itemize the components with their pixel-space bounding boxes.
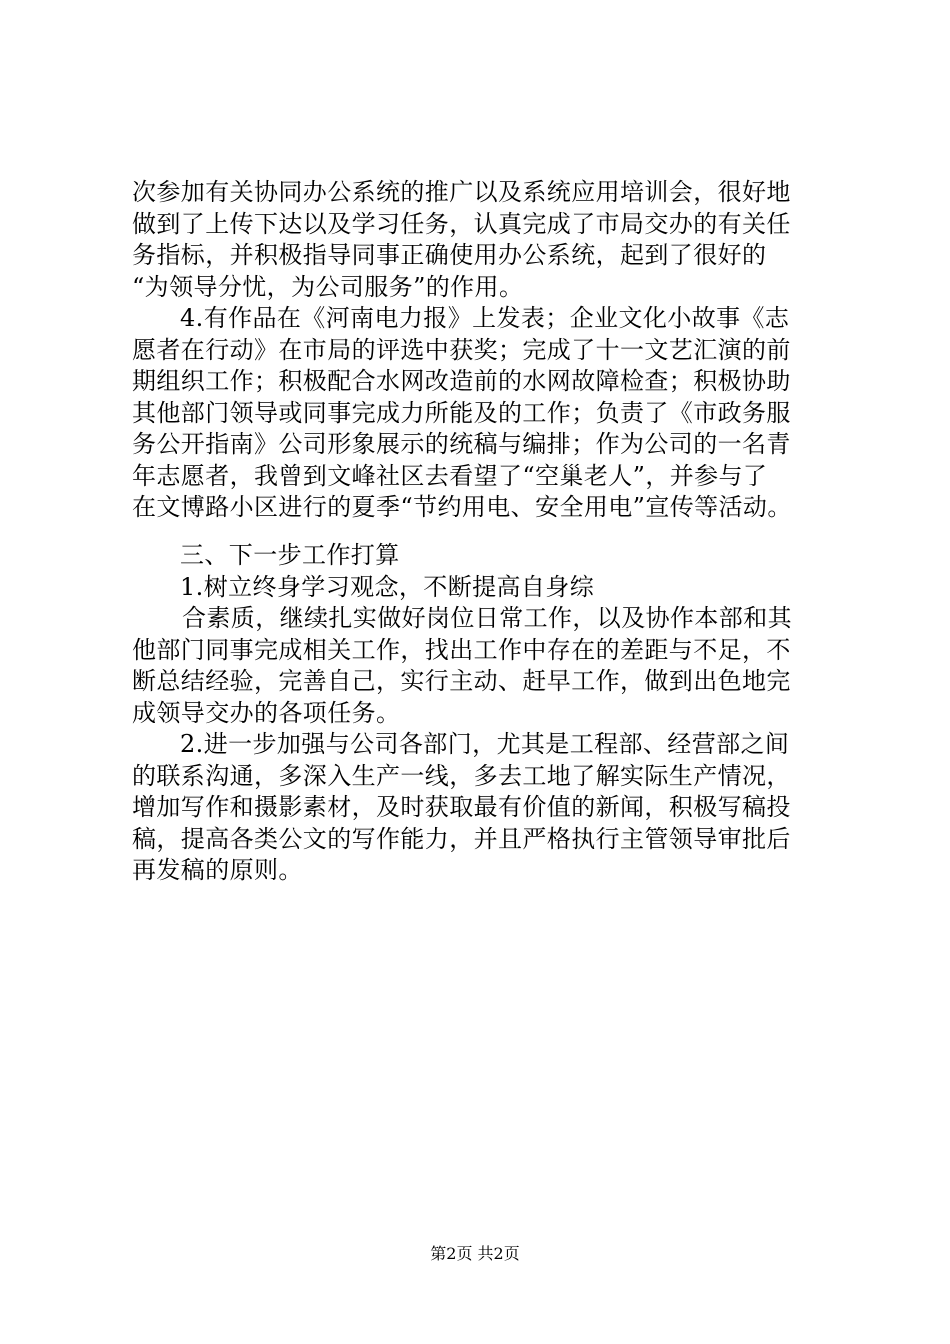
text-line: 1.树立终身学习观念，不断提高自身综 [180,572,595,601]
text-line: 2.进一步加强与公司各部门，尤其是工程部、经营部之间 [180,730,790,758]
text-line: 务公开指南》公司形象展示的统稿与编排；作为公司的一名青 [132,430,791,458]
text-line: 在文博路小区进行的夏季“节约用电、安全用电”宣传等活动。 [132,493,792,521]
text-line: 次参加有关协同办公系统的推广以及系统应用培训会，很好地 [132,178,791,206]
text-line: 愿者在行动》在市局的评选中获奖；完成了十一文艺汇演的前 [132,335,791,364]
body-text-bottom [132,540,852,887]
text-line: 合素质，继续扎实做好岗位日常工作，以及协作本部和其 [182,604,792,632]
text-line: 再发稿的原则。 [132,856,303,884]
page-number-footer: 第2页 共2页 [430,1244,520,1263]
text-line: 4.有作品在《河南电力报》上发表；企业文化小故事《志 [180,304,790,332]
text-line: 的联系沟通，多深入生产一线，多去工地了解实际生产情况， [132,761,791,790]
text-line: 断总结经验，完善自己，实行主动、赶早工作，做到出色地完 [132,667,791,695]
text-line: 成领导交办的各项任务。 [132,698,401,727]
body-text-top [132,177,852,524]
text-line: 期组织工作；积极配合水网改造前的水网故障检查；积极协助 [132,367,791,395]
section-heading: 三、下一步工作打算 [180,541,400,569]
text-line: 做到了上传下达以及学习任务，认真完成了市局交办的有关任 [132,209,791,238]
text-line: “为领导分忧，为公司服务”的作用。 [132,272,524,301]
text-line: 他部门同事完成相关工作，找出工作中存在的差距与不足，不 [132,635,791,664]
text-line: 稿，提高各类公文的写作能力，并且严格执行主管领导审批后 [132,824,791,853]
text-line: 年志愿者，我曾到文峰社区去看望了“空巢老人”，并参与了 [132,461,768,490]
text-line: 其他部门领导或同事完成力所能及的工作；负责了《市政务服 [132,398,791,427]
text-line: 务指标，并积极指导同事正确使用办公系统，起到了很好的 [132,241,767,269]
text-line: 增加写作和摄影素材，及时获取最有价值的新闻，积极写稿投 [132,793,791,821]
